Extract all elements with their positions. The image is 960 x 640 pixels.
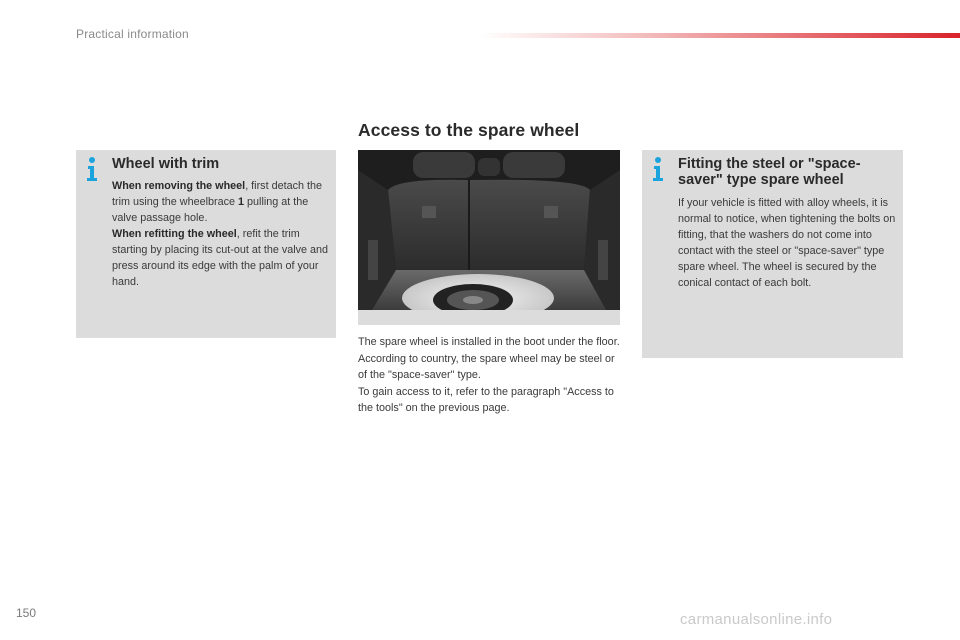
info-icon [651,156,665,182]
info-box-title: Fitting the steel or "space-saver" type spare wheel [678,156,861,188]
body-paragraph-2: According to country, the spare wheel may be steel or of the "space-saver" type. [358,352,615,381]
section-title: Practical information [76,27,189,41]
refitting-label: When refitting the wheel [112,228,237,240]
page-number: 150 [16,606,37,620]
removing-item-ref: 1 [238,196,245,208]
page-title: Access to the spare wheel [358,120,580,140]
removing-text-b: pulling at the valve passage hole. [112,196,309,224]
removing-text-a: , first detach the trim using the wheelbrace [112,180,323,208]
body-text [358,334,620,417]
body-paragraph-3: To gain access to it, refer to the paragraph "Access to the tools" on the previous page. [358,385,614,414]
info-box-text [112,178,330,290]
info-icon [85,156,99,182]
header-accent-bar [480,33,960,38]
watermark: carmanualsonline.info [680,611,833,628]
boot-illustration [358,150,620,325]
body-paragraph-1: The spare wheel is installed in the boot under the floor. [358,336,620,348]
info-box-space-saver [642,150,903,358]
info-box-title: Wheel with trim [112,156,220,172]
boot-spare-wheel-photo [358,150,620,325]
info-box-wheel-with-trim [76,150,336,338]
removing-label: When removing the wheel [112,180,246,192]
info-box-text: If your vehicle is fitted with alloy wheels, it is normal to notice, when tightening the bolts on fitting, that the washers do not come into contact with the steel or "space-saver" type spare wheel. The wheel is secured by the conical contact of each bolt. [678,197,896,289]
refitting-text: , refit the trim starting by placing its cut-out at the valve and press around its edge with the palm of your hand. [112,228,329,288]
